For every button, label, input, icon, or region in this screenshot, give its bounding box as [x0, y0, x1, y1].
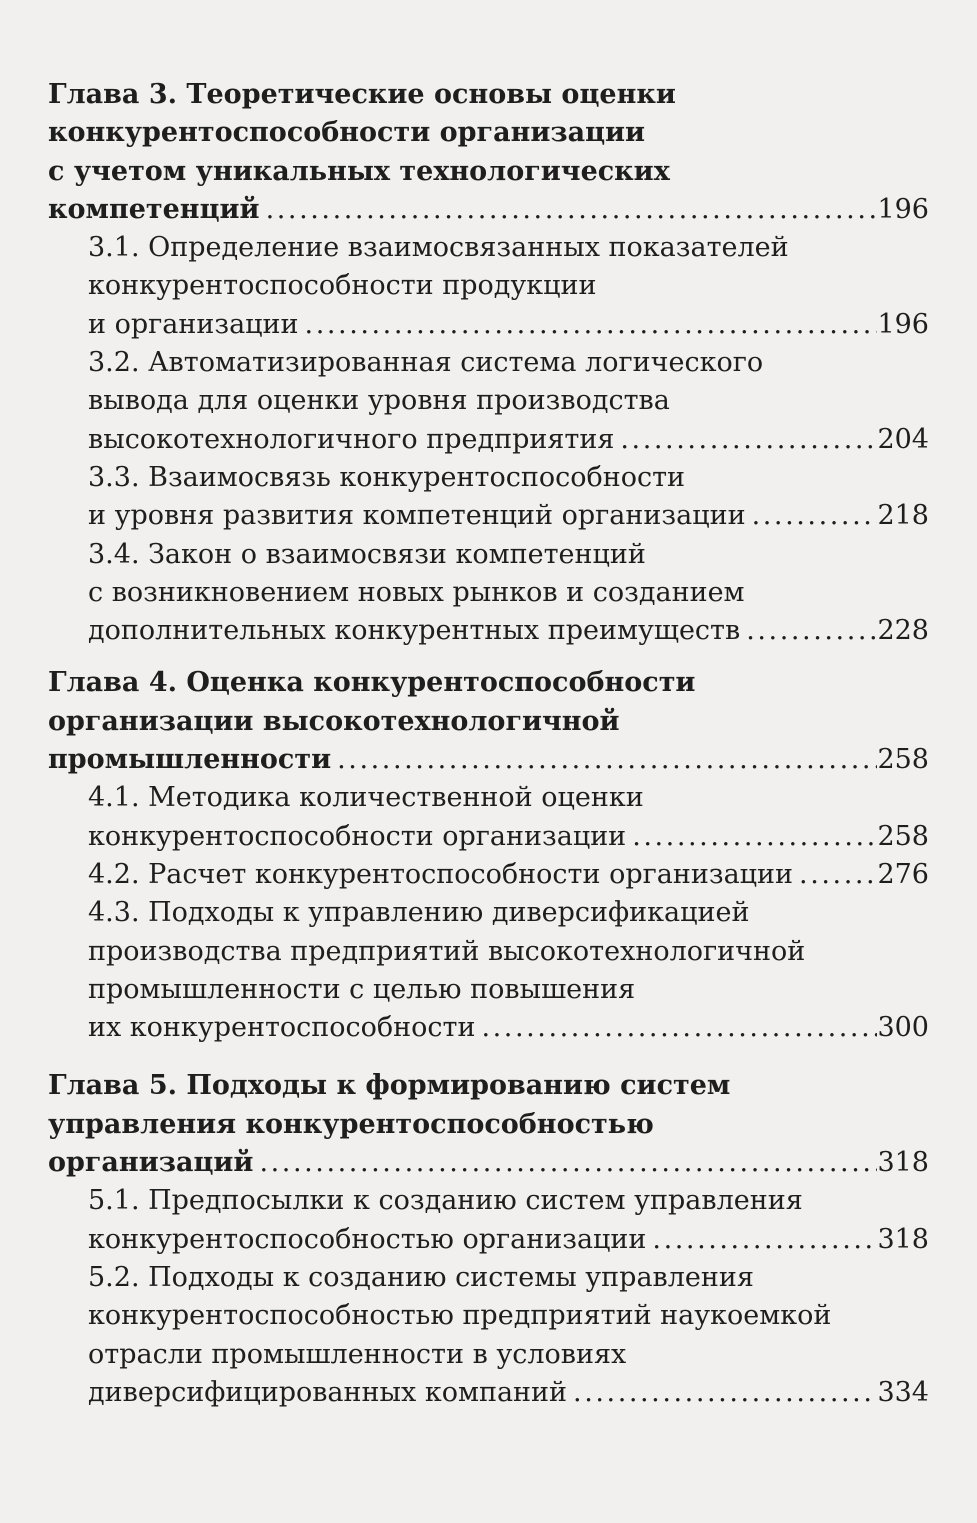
- chapter-3: [48, 76, 929, 650]
- section-title-line: 4.3. Подходы к управлению диверсификацией: [88, 897, 750, 929]
- section-5-2: [48, 1259, 929, 1412]
- section-3-3: [48, 459, 929, 536]
- chapter-title-line: с учетом уникальных технологических: [48, 155, 670, 187]
- section-title-line: 3.4. Закон о взаимосвязи компетенций: [88, 538, 646, 570]
- section-entry[interactable]: [88, 856, 929, 894]
- section-title-line: 3.2. Автоматизированная система логического: [88, 347, 764, 379]
- leader-dots: [626, 818, 877, 856]
- page-number: 228: [877, 615, 929, 647]
- section-title-line: 5.1. Предпосылки к созданию систем управления: [88, 1185, 803, 1217]
- leader-dots: [299, 306, 878, 344]
- section-entry[interactable]: [88, 421, 929, 459]
- leader-dots: [253, 1144, 877, 1182]
- section-4-2: [48, 856, 929, 894]
- section-title-line: и уровня развития компетенций организации: [88, 500, 746, 532]
- section-title-line: их конкурентоспособности: [88, 1012, 476, 1044]
- section-title-line: 5.2. Подходы к созданию системы управления: [88, 1261, 754, 1293]
- section-4-3: [48, 894, 929, 1047]
- chapter-entry[interactable]: [48, 1144, 929, 1182]
- chapter-title-line: организации высокотехнологичной: [48, 705, 620, 737]
- section-title-line: 4.1. Методика количественной оценки: [88, 782, 644, 814]
- section-entry[interactable]: [88, 818, 929, 856]
- leader-dots: [475, 1009, 877, 1047]
- page-number: 218: [877, 500, 929, 532]
- leader-dots: [793, 856, 877, 894]
- section-3-2: [48, 344, 929, 459]
- section-title-line: 3.1. Определение взаимосвязанных показателей: [88, 232, 789, 264]
- section-title-line: конкурентоспособностью организации: [88, 1223, 647, 1255]
- section-entry[interactable]: [88, 306, 929, 344]
- page-number: 318: [877, 1147, 929, 1179]
- chapter-entry[interactable]: [48, 741, 929, 779]
- leader-dots: [614, 421, 877, 459]
- page-number: 334: [877, 1376, 929, 1408]
- section-entry[interactable]: [88, 497, 929, 535]
- section-entry[interactable]: [88, 1374, 929, 1412]
- leader-dots: [740, 612, 877, 650]
- section-title-line: конкурентоспособностью предприятий наукоемкой: [88, 1300, 832, 1332]
- section-title-line: 4.2. Расчет конкурентоспособности организации: [88, 858, 794, 890]
- section-title-line: дополнительных конкурентных преимуществ: [88, 615, 741, 647]
- page-number: 318: [877, 1223, 929, 1255]
- leader-dots: [567, 1374, 877, 1412]
- chapter-title-line: управления конкурентоспособностью: [48, 1108, 654, 1140]
- chapter-title-line: компетенций: [48, 193, 260, 225]
- section-title-line: отрасли промышленности в условиях: [88, 1338, 627, 1370]
- section-title-line: конкурентоспособности продукции: [88, 270, 597, 302]
- leader-dots: [260, 191, 878, 229]
- leader-dots: [331, 741, 877, 779]
- chapter-entry[interactable]: [48, 191, 929, 229]
- chapter-title-line: организаций: [48, 1147, 254, 1179]
- chapter-title-line: Глава 3. Теоретические основы оценки: [48, 79, 676, 110]
- section-3-1: [48, 229, 929, 344]
- section-title-line: промышленности с целью повышения: [88, 973, 636, 1005]
- section-title-line: 3.3. Взаимосвязь конкурентоспособности: [88, 461, 686, 493]
- page-number: 276: [877, 858, 929, 890]
- section-5-1: [48, 1182, 929, 1259]
- leader-dots: [746, 497, 878, 535]
- section-title-line: вывода для оценки уровня производства: [88, 385, 670, 417]
- section-title-line: высокотехнологичного предприятия: [88, 423, 615, 455]
- section-3-4: [48, 536, 929, 651]
- section-4-1: [48, 779, 929, 856]
- section-title-line: и организации: [88, 308, 299, 340]
- section-entry[interactable]: [88, 1221, 929, 1259]
- chapter-title-line: Глава 4. Оценка конкурентоспособности: [48, 667, 696, 699]
- chapter-title-line: Глава 5. Подходы к формированию систем: [48, 1070, 731, 1102]
- section-entry[interactable]: [88, 1009, 929, 1047]
- page-number: 300: [877, 1012, 929, 1044]
- section-title-line: диверсифицированных компаний: [88, 1376, 568, 1408]
- section-title-line: производства предприятий высокотехнологичной: [88, 935, 806, 967]
- section-entry[interactable]: [88, 612, 929, 650]
- leader-dots: [646, 1221, 877, 1259]
- page-number: 204: [877, 423, 929, 455]
- page-number: 196: [877, 308, 929, 340]
- chapter-title-line: конкурентоспособности организации: [48, 117, 646, 149]
- page-number: 196: [877, 193, 929, 225]
- chapter-4: [48, 664, 929, 1047]
- page-number: 258: [877, 820, 929, 852]
- section-title-line: конкурентоспособности организации: [88, 820, 627, 852]
- chapter-title-line: промышленности: [48, 744, 332, 776]
- section-title-line: с возникновением новых рынков и созданием: [88, 576, 745, 608]
- page-number: 258: [877, 744, 929, 776]
- chapter-5: [48, 1067, 929, 1412]
